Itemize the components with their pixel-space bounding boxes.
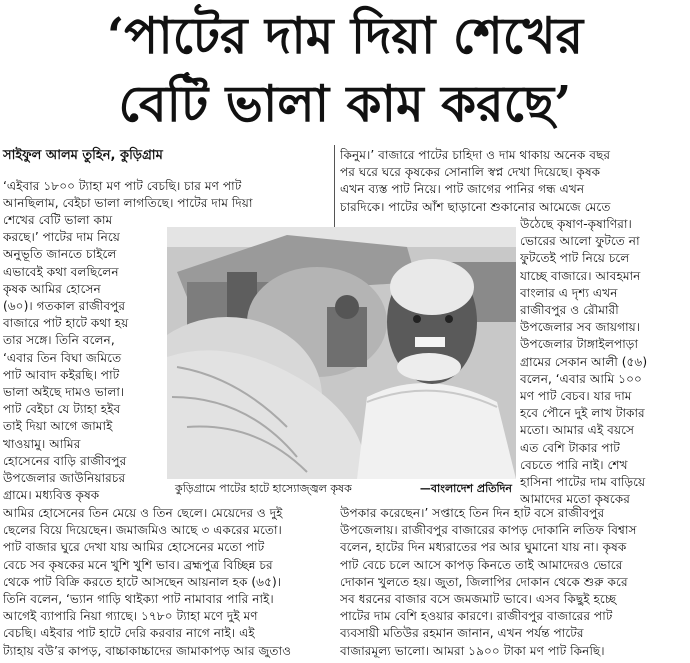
article-text-line: কিনুম।’ বাজারে পাটের চাহিদা ও দাম থাকায় অনেক বছর [340, 148, 611, 162]
article-text-line: উপজেলায়। রাজীবপুর বাজারের কাপড় দোকানি লতিফ বিশ্বাস [340, 523, 637, 538]
headline-line-2: বেটি ভালা কাম করছে’ [118, 74, 572, 133]
headline-line-1: ‘পাটের দাম দিয়া শেখের [106, 6, 584, 65]
farmer-photo-illustration [167, 227, 516, 479]
article-text-line: গ্রামের সেকান আলী (৫৬) [520, 354, 648, 369]
column-rule [334, 145, 335, 227]
article-text-line: চারদিকে। পাটের আঁশ ছাড়ানো শুকানোর আমেজে মেতে [340, 199, 611, 214]
photo-caption-text: কুড়িগ্রামে পাটের হাটে হাস্যোজ্জ্বল কৃষক [175, 482, 352, 495]
article-text-line: ‘এবার তিন বিঘা জমিতে [3, 350, 122, 365]
article-text-line: বেচতে পারি নাই। শেখ [520, 457, 628, 472]
photo-credit: —বাংলাদেশ প্রতিদিন [419, 482, 512, 495]
article-text-line: ব্যবসায়ী মতিউর রহমান জানান, এখন পর্যন্ত পাটের [340, 626, 584, 641]
article-text-line: আমির হোসেনের তিন মেয়ে ও তিন ছেলে। মেয়েদের ও দুই [3, 506, 283, 520]
article-text-line: এভাবেই কথা বলছিলেন [3, 264, 119, 279]
article-photo [167, 227, 516, 479]
article-text-line: ‘এইবার ১৮০০ ট্যাহা মণ পাট বেচছি। চার মণ পাট [3, 179, 242, 193]
article-text-line: উপজেলার টাঙ্গাইলপাড়া [520, 337, 639, 352]
byline-author: সাইফুল আলম তুহিন [3, 148, 111, 163]
article-text-line: বাংলার এ দৃশ্য এখন [520, 285, 618, 300]
article-text-line: তাই দিয়া আগে জামাই [3, 419, 113, 434]
article-text-line: পাট বাজার ঘুরে দেখা যায় আমির হোসেনের মতো পাট [3, 540, 265, 555]
article-text-line: ভালা অইছে দামও ভালা। [3, 385, 125, 399]
article-text-line: বলেন, হাটের দিন মধ্যরাতের পর আর ঘুমানো যায় না। কৃষক [340, 540, 627, 555]
article-text-line: পাট বেচে চলে আসে কাপড় কিনতে তাই আমাদেরও ভোরে [340, 557, 623, 572]
article-text-line: হাসিনা পাটের দাম বাড়িয়ে [520, 475, 646, 489]
article-text-line: শেখের বেটি ভালা কাম [3, 213, 113, 227]
article-text-line: খাওয়ামু। আমির [3, 436, 81, 451]
article-text-line: আগেই ব্যাপারি নিয়া গ্যাছে। ১৭৮০ ট্যাহা মণে দুই মণ [3, 609, 258, 624]
article-text-line: বেচছি। এইবার পাট হাটে দেরি করবার নাগে নাই। এই [3, 626, 255, 641]
article-text-line: এখন ব্যস্ত পাট নিয়ে। পাট জাগের পানির গন্ধ এখন [340, 182, 585, 197]
article-text-line: গ্রামে। মধ্যবিত্ত কৃষক [3, 488, 100, 503]
article-text-line: তিনি বলেন, ‘ভ্যান গাড়ি থাইক্যা পাট নামাবার পারি নাই। [3, 592, 274, 606]
article-text-line: বলেন, ‘এবার আমি ১০০ [520, 371, 642, 386]
article-text-line: হোসেনের বাড়ি রাজীবপুর [3, 453, 127, 468]
article-text-line: এত বেশি টাকার পাট [520, 440, 620, 455]
article-text-line: থেকে পাট বিক্রি করতে হাটে আসছেন আয়নাল হক (৬৫)। [3, 574, 282, 589]
article-text-line: আমাদের মতো কৃষকের [520, 492, 630, 507]
article-text-line: তার সঙ্গে। তিনি বলেন, [3, 333, 115, 348]
article-text-line: (৬০)। গতকাল রাজীবপুর [3, 299, 126, 313]
article-text-line: বাজারে পাট হাটে কথা হয় [3, 316, 129, 331]
article-text-line: ফুটতেই পাট নিয়ে চলে [520, 251, 630, 266]
article-text-line: আনছিলাম, বেইচা ভালা লাগতিছে। পাটের দাম দিয়া [3, 196, 253, 211]
article-text-line: যাচ্ছে বাজারে। আবহমান [520, 268, 641, 283]
article-text-line: পাট বেইচা যে ট্যাহা হইব [3, 402, 121, 417]
article-text-line: দোকান খুলতে হয়। জুতা, জিলাপির দোকান থেকে শুরু করে [340, 574, 628, 589]
article-text-line: বাজারমূল্য ভালো। আমরা ১৯০০ টাকা মণ পাট কিনছি। [340, 643, 605, 658]
article-text-line: উঠেছে কৃষাণ-কৃষাণিরা। [520, 217, 632, 231]
article-text-line: পাট আবাদ কইরছি। পাট [3, 367, 120, 382]
article-text-line: ভোরের আলো ফুটতে না [520, 234, 640, 249]
article-text-line: অনুভূতি জানতে চাইলে [3, 247, 117, 262]
photo-caption [167, 481, 516, 497]
article-text-line: ছেলের বিয়ে দিয়েছেন। জমাজমিও আছে ৩ একরের মতো। [3, 523, 282, 538]
article-text-line: পর ঘরে ঘরে কৃষকের সোনালি স্বপ্ন দেখা দিয়েছে। কৃষক [340, 165, 601, 180]
byline [3, 147, 333, 164]
article-text-line: সব ধরনের বাজার বসে জমজমাট ভাবে। এসব কিছুই হচ্ছে [340, 592, 617, 606]
article-text-line: রাজীবপুর ও রৌমারী [520, 303, 619, 317]
byline-location: কুড়িগ্রাম [119, 148, 163, 163]
article-text-line: মতো। আমার এই বয়সে [520, 423, 635, 438]
article-text-line: করছে।’ পাটের দাম নিয়ে [3, 230, 120, 245]
article-text-line: ট্যাহায় বউ’র কাপড়, বাচ্চাকাচ্চাদের জামাকাপড় আর জুতাও [3, 643, 292, 658]
article-text-line: উপকার করেছেন।’ সপ্তাহে তিন দিন হাট বসে রাজীবপুর [340, 506, 605, 520]
article-text-line: বেচে সব কৃষকের মনে খুশি খুশি ভাব। ব্রহ্মপুত্র বিচ্ছিন্ন চর [3, 557, 273, 572]
article-text-line: মণ পাট বেচব। যার দাম [520, 389, 632, 403]
article-text-line: উপজেলার সব জায়গায়। [520, 320, 641, 335]
article-text-line: উপজেলার জাউনিয়ারচর [3, 471, 126, 485]
article-text-line: হবে পৌনে দুই লাখ টাকার [520, 406, 645, 421]
byline-separator: , [110, 148, 120, 163]
article-text-line: পাটের দাম বেশি হওয়ার কারণে। রাজীবপুর বাজারের পাট [340, 609, 613, 624]
article-text-line: কৃষক আমির হোসেন [3, 281, 101, 296]
